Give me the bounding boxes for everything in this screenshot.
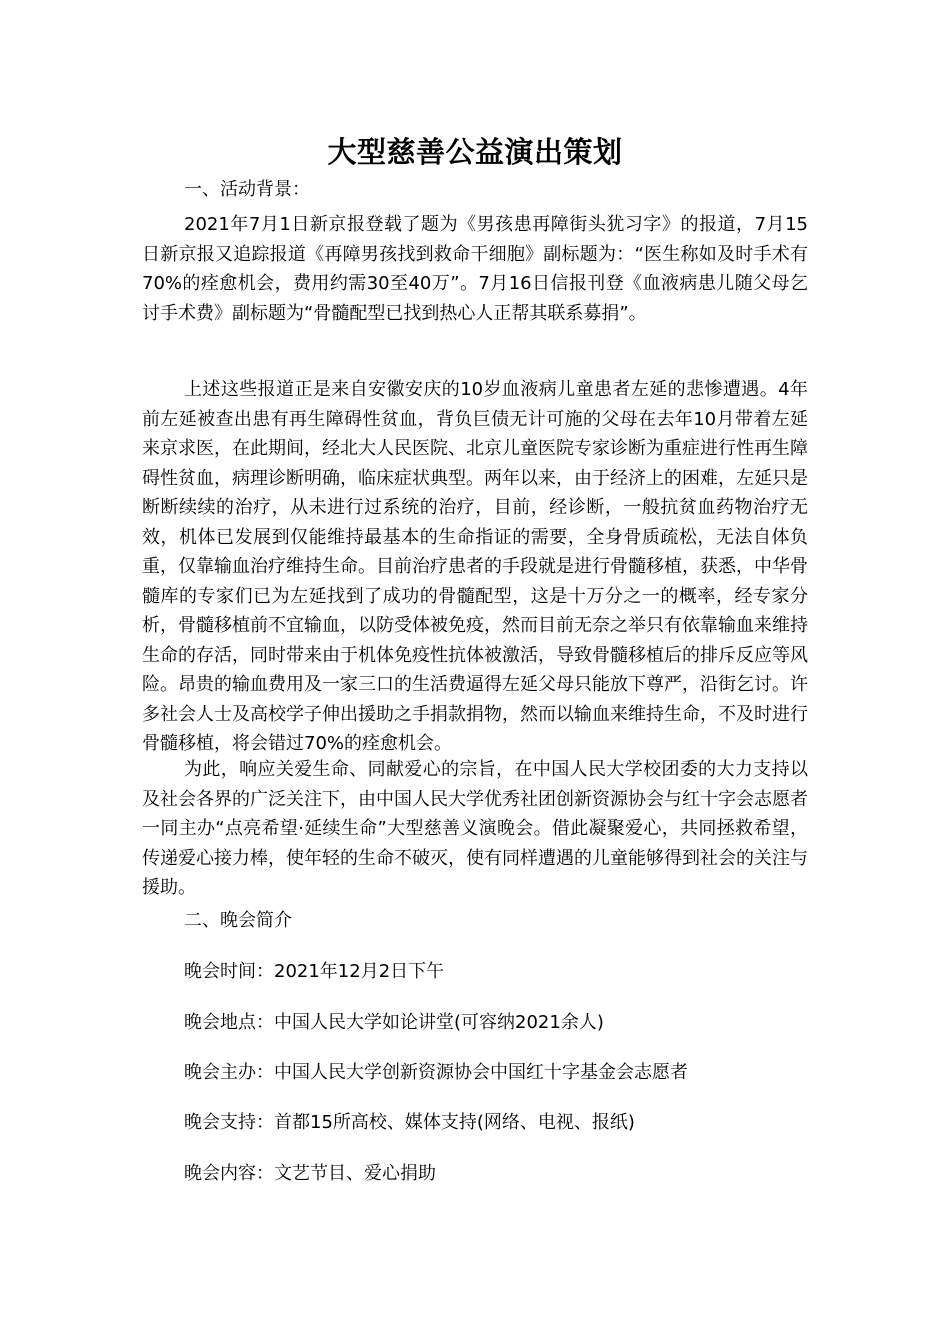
info-organizer: 晚会主办：中国人民大学创新资源协会中国红十字基金会志愿者 [184, 1062, 688, 1083]
info-location: 晚会地点：中国人民大学如论讲堂(可容纳2021余人) [184, 1012, 604, 1033]
paragraph-event-purpose: 为此，响应关爱生命、同献爱心的宗旨，在中国人民大学校团委的大力支持以及社会各界的广泛关注下，由中国人民大学优秀社团创新资源协会与红十字会志愿者一同主办“点亮希望·延续生命”大型慈善义演晚会。借此凝聚爱心，共同拯救希望，传递爱心接力棒，使年轻的生命不破灭，使有同样遭遇的儿童能够得到社会的关注与援助。 [142, 759, 808, 898]
paragraph-news-reports: 2021年7月1日新京报登载了题为《男孩患再障街头犹习字》的报道，7月15日新京报又追踪报道《再障男孩找到救命干细胞》副标题为：“医生称如及时手术有70%的痊愈机会，费用约需30至40万”。7月16日信报刊登《血液病患儿随父母乞讨手术费》副标题为“骨髓配型已找到热心人正帮其联系募捐”。 [142, 214, 808, 324]
document-title: 大型慈善公益演出策划 [327, 135, 623, 169]
info-support: 晚会支持：首都15所高校、媒体支持(网络、电视、报纸) [184, 1112, 635, 1133]
paragraph-patient-story: 上述这些报道正是来自安徽安庆的10岁血液病儿童患者左延的悲惨遭遇。4年前左延被查出患有再生障碍性贫血，背负巨债无计可施的父母在去年10月带着左延来京求医，在此期间，经北大人民医院、北京儿童医院专家诊断为重症进行性再生障碍性贫血，病理诊断明确，临床症状典型。两年以来，由于经济上的困难，左延只是断断续续的治疗，从未进行过系统的治疗，目前，经诊断，一般抗贫血药物治疗无效，机体已发展到仅能维持最基本的生命指证的需要，全身骨质疏松，无法自体负重，仅靠输血治疗维持生命。目前治疗患者的手段就是进行骨髓移植，获悉，中华骨髓库的专家们已为左延找到了成功的骨髓配型，这是十万分之一的概率，经专家分析，骨髓移植前不宜输血，以防受体被免疫，然而目前无奈之举只有依靠输血来维持生命的存活，同时带来由于机体免疫性抗体被激活，导致骨髓移植后的排斥反应等风险。昂贵的输血费用及一家三口的生活费逼得左延父母只能放下尊严，沿街乞讨。许多社会人士及高校学子伸出援助之手捐款捐物，然而以输血来维持生命，不及时进行骨髓移植，将会错过70%的痊愈机会。 [142, 379, 808, 754]
info-time: 晚会时间：2021年12月2日下午 [184, 961, 445, 982]
section-heading-background: 一、活动背景： [184, 179, 310, 200]
info-content: 晚会内容：文艺节目、爱心捐助 [184, 1163, 436, 1184]
section-heading-overview: 二、晚会简介 [184, 910, 292, 931]
